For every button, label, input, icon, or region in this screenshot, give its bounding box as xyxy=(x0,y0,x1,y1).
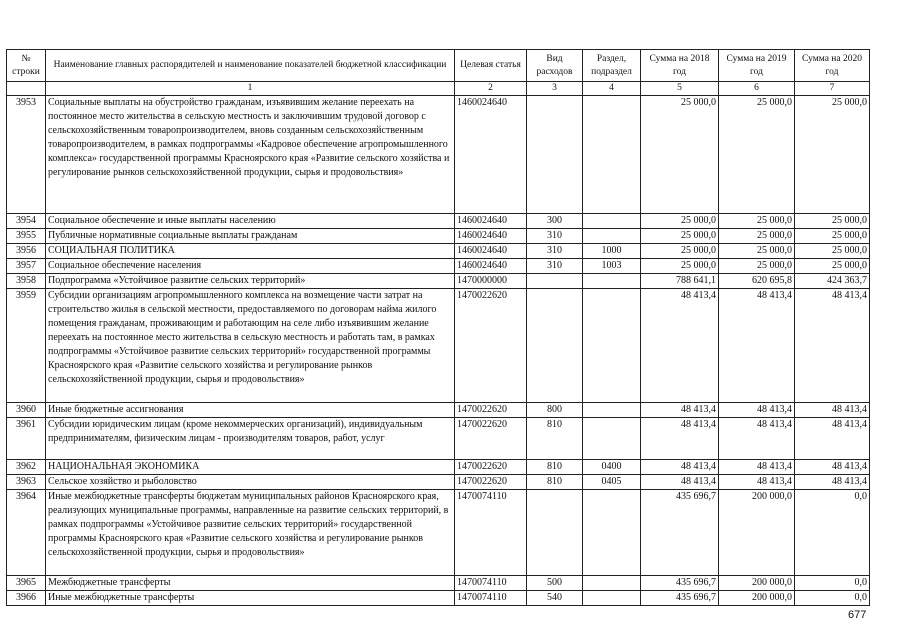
table-row xyxy=(7,214,870,229)
row-num: 3956 xyxy=(7,244,46,259)
row-num: 3961 xyxy=(7,418,46,460)
row-num: 3957 xyxy=(7,259,46,274)
row-target: 1470022620 xyxy=(455,289,527,403)
row-section xyxy=(583,96,641,214)
row-type: 310 xyxy=(527,229,583,244)
row-num: 3953 xyxy=(7,96,46,214)
row-section: 0400 xyxy=(583,460,641,475)
row-sum2019: 200 000,0 xyxy=(719,576,795,591)
row-sum2018: 25 000,0 xyxy=(641,259,719,274)
row-section: 0405 xyxy=(583,475,641,490)
table-row xyxy=(7,244,870,259)
row-name: Социальное обеспечение населения xyxy=(46,259,455,274)
row-sum2019: 25 000,0 xyxy=(719,96,795,214)
row-num: 3955 xyxy=(7,229,46,244)
row-sum2018: 25 000,0 xyxy=(641,96,719,214)
row-sum2019: 25 000,0 xyxy=(719,229,795,244)
row-sum2019: 48 413,4 xyxy=(719,289,795,403)
table-row xyxy=(7,475,870,490)
row-name: Иные бюджетные ассигнования xyxy=(46,403,455,418)
row-type: 500 xyxy=(527,576,583,591)
row-num: 3960 xyxy=(7,403,46,418)
table-row xyxy=(7,460,870,475)
row-section xyxy=(583,289,641,403)
header-sum2018: Сумма на 2018 год xyxy=(641,50,719,82)
column-number-row xyxy=(7,82,870,96)
row-type: 810 xyxy=(527,475,583,490)
row-sum2020: 25 000,0 xyxy=(795,96,870,214)
row-target: 1470022620 xyxy=(455,475,527,490)
row-sum2020: 0,0 xyxy=(795,490,870,576)
header-target: Целевая статья xyxy=(455,50,527,82)
row-sum2020: 48 413,4 xyxy=(795,475,870,490)
row-name: НАЦИОНАЛЬНАЯ ЭКОНОМИКА xyxy=(46,460,455,475)
row-section xyxy=(583,418,641,460)
page-number: 677 xyxy=(848,609,867,621)
header-type: Вид расходов xyxy=(527,50,583,82)
header-sum2020: Сумма на 2020 год xyxy=(795,50,870,82)
header-num: № строки xyxy=(7,50,46,82)
row-target: 1460024640 xyxy=(455,244,527,259)
row-sum2018: 435 696,7 xyxy=(641,576,719,591)
table-row xyxy=(7,259,870,274)
row-sum2020: 48 413,4 xyxy=(795,289,870,403)
row-sum2019: 25 000,0 xyxy=(719,214,795,229)
row-sum2020: 0,0 xyxy=(795,591,870,606)
colnum-6: 6 xyxy=(719,82,795,96)
row-type xyxy=(527,274,583,289)
colnum-1: 1 xyxy=(46,82,455,96)
colnum-4: 4 xyxy=(583,82,641,96)
row-type: 810 xyxy=(527,418,583,460)
row-sum2018: 25 000,0 xyxy=(641,244,719,259)
row-sum2020: 48 413,4 xyxy=(795,403,870,418)
row-sum2019: 48 413,4 xyxy=(719,460,795,475)
table-row xyxy=(7,274,870,289)
row-sum2020: 25 000,0 xyxy=(795,229,870,244)
row-type: 300 xyxy=(527,214,583,229)
row-target: 1470074110 xyxy=(455,576,527,591)
row-section xyxy=(583,274,641,289)
table-row xyxy=(7,229,870,244)
row-sum2018: 48 413,4 xyxy=(641,403,719,418)
header-row xyxy=(7,50,870,82)
row-type: 310 xyxy=(527,259,583,274)
row-name: Публичные нормативные социальные выплаты гражданам xyxy=(46,229,455,244)
row-sum2018: 25 000,0 xyxy=(641,214,719,229)
row-target: 1470022620 xyxy=(455,460,527,475)
row-target: 1460024640 xyxy=(455,96,527,214)
row-sum2019: 48 413,4 xyxy=(719,475,795,490)
row-num: 3959 xyxy=(7,289,46,403)
row-name: Подпрограмма «Устойчивое развитие сельских территорий» xyxy=(46,274,455,289)
budget-table xyxy=(6,49,870,606)
row-sum2018: 435 696,7 xyxy=(641,591,719,606)
row-target: 1460024640 xyxy=(455,229,527,244)
row-target: 1470022620 xyxy=(455,418,527,460)
row-type: 310 xyxy=(527,244,583,259)
row-type xyxy=(527,490,583,576)
row-sum2019: 25 000,0 xyxy=(719,259,795,274)
row-sum2019: 200 000,0 xyxy=(719,591,795,606)
row-name: Сельское хозяйство и рыболовство xyxy=(46,475,455,490)
row-sum2020: 424 363,7 xyxy=(795,274,870,289)
row-sum2018: 435 696,7 xyxy=(641,490,719,576)
row-target: 1470074110 xyxy=(455,490,527,576)
header-name: Наименование главных распорядителей и наименование показателей бюджетной классификации xyxy=(46,50,455,82)
table-row xyxy=(7,591,870,606)
row-target: 1470000000 xyxy=(455,274,527,289)
row-sum2018: 25 000,0 xyxy=(641,229,719,244)
row-section: 1000 xyxy=(583,244,641,259)
row-name: Социальное обеспечение и иные выплаты населению xyxy=(46,214,455,229)
colnum-2: 2 xyxy=(455,82,527,96)
row-name: Иные межбюджетные трансферты xyxy=(46,591,455,606)
row-section xyxy=(583,229,641,244)
row-sum2020: 25 000,0 xyxy=(795,244,870,259)
colnum-5: 5 xyxy=(641,82,719,96)
row-type xyxy=(527,96,583,214)
table-row xyxy=(7,403,870,418)
row-sum2019: 25 000,0 xyxy=(719,244,795,259)
row-name: Межбюджетные трансферты xyxy=(46,576,455,591)
row-sum2020: 48 413,4 xyxy=(795,460,870,475)
colnum-0 xyxy=(7,82,46,96)
row-sum2018: 48 413,4 xyxy=(641,289,719,403)
header-section: Раздел, подраздел xyxy=(583,50,641,82)
row-type: 810 xyxy=(527,460,583,475)
row-sum2018: 48 413,4 xyxy=(641,475,719,490)
row-section xyxy=(583,576,641,591)
row-type: 800 xyxy=(527,403,583,418)
row-sum2019: 48 413,4 xyxy=(719,403,795,418)
row-type xyxy=(527,289,583,403)
row-target: 1460024640 xyxy=(455,214,527,229)
row-sum2018: 788 641,1 xyxy=(641,274,719,289)
row-num: 3958 xyxy=(7,274,46,289)
row-type: 540 xyxy=(527,591,583,606)
colnum-3: 3 xyxy=(527,82,583,96)
row-sum2018: 48 413,4 xyxy=(641,460,719,475)
row-target: 1470074110 xyxy=(455,591,527,606)
row-sum2020: 48 413,4 xyxy=(795,418,870,460)
row-num: 3964 xyxy=(7,490,46,576)
row-sum2019: 200 000,0 xyxy=(719,490,795,576)
row-name: Иные межбюджетные трансферты бюджетам муниципальных районов Красноярского края, реализующих муниципальные программы, направленные на развитие сельских территорий, в рамках подпрограммы «Устойчивое развитие сельских территорий» государственной программы Красноярского края «Развитие сельского хозяйства и регулирование рынков сельскохозяйственной продукции, сырья и продовольствия» xyxy=(46,490,455,576)
row-num: 3963 xyxy=(7,475,46,490)
row-section xyxy=(583,490,641,576)
row-target: 1460024640 xyxy=(455,259,527,274)
row-sum2019: 620 695,8 xyxy=(719,274,795,289)
row-num: 3966 xyxy=(7,591,46,606)
row-num: 3965 xyxy=(7,576,46,591)
colnum-7: 7 xyxy=(795,82,870,96)
row-num: 3954 xyxy=(7,214,46,229)
row-sum2019: 48 413,4 xyxy=(719,418,795,460)
row-name: СОЦИАЛЬНАЯ ПОЛИТИКА xyxy=(46,244,455,259)
table-row xyxy=(7,96,870,214)
row-name: Социальные выплаты на обустройство гражданам, изъявившим желание переехать на постоянное место жительства в сельскую местность и заключившим трудовой договор с сельскохозяйственным товаропроизводителем, вновь созданным сельскохозяйственным товаропроизводителем, в рамках подпрограммы «Кадровое обеспечение агропромышленного комплекса» государственной программы Красноярского края «Развитие сельского хозяйства и регулирование рынков сельскохозяйственной продукции, сырья и продовольствия» xyxy=(46,96,455,214)
row-section xyxy=(583,403,641,418)
row-sum2020: 25 000,0 xyxy=(795,214,870,229)
row-name: Субсидии юридическим лицам (кроме некоммерческих организаций), индивидуальным предпринимателям, физическим лицам - производителям товаров, работ, услуг xyxy=(46,418,455,460)
row-section xyxy=(583,591,641,606)
table-row xyxy=(7,289,870,403)
row-sum2020: 25 000,0 xyxy=(795,259,870,274)
table-row xyxy=(7,418,870,460)
row-sum2020: 0,0 xyxy=(795,576,870,591)
row-section xyxy=(583,214,641,229)
row-num: 3962 xyxy=(7,460,46,475)
row-section: 1003 xyxy=(583,259,641,274)
header-sum2019: Сумма на 2019 год xyxy=(719,50,795,82)
table-row xyxy=(7,576,870,591)
row-name: Субсидии организациям агропромышленного комплекса на возмещение части затрат на строительство жилья в сельской местности, предоставляемого по договорам найма жилого помещения гражданам, проживающим и работающим на селе либо изъявившим желание переехать на постоянное место жительства в сельскую местность и работать там, в рамках подпрограммы «Устойчивое развитие сельских территорий» государственной программы Красноярского края «Развитие сельского хозяйства и регулирование рынков сельскохозяйственной продукции, сырья и продовольствия» xyxy=(46,289,455,403)
row-sum2018: 48 413,4 xyxy=(641,418,719,460)
table-row xyxy=(7,490,870,576)
row-target: 1470022620 xyxy=(455,403,527,418)
